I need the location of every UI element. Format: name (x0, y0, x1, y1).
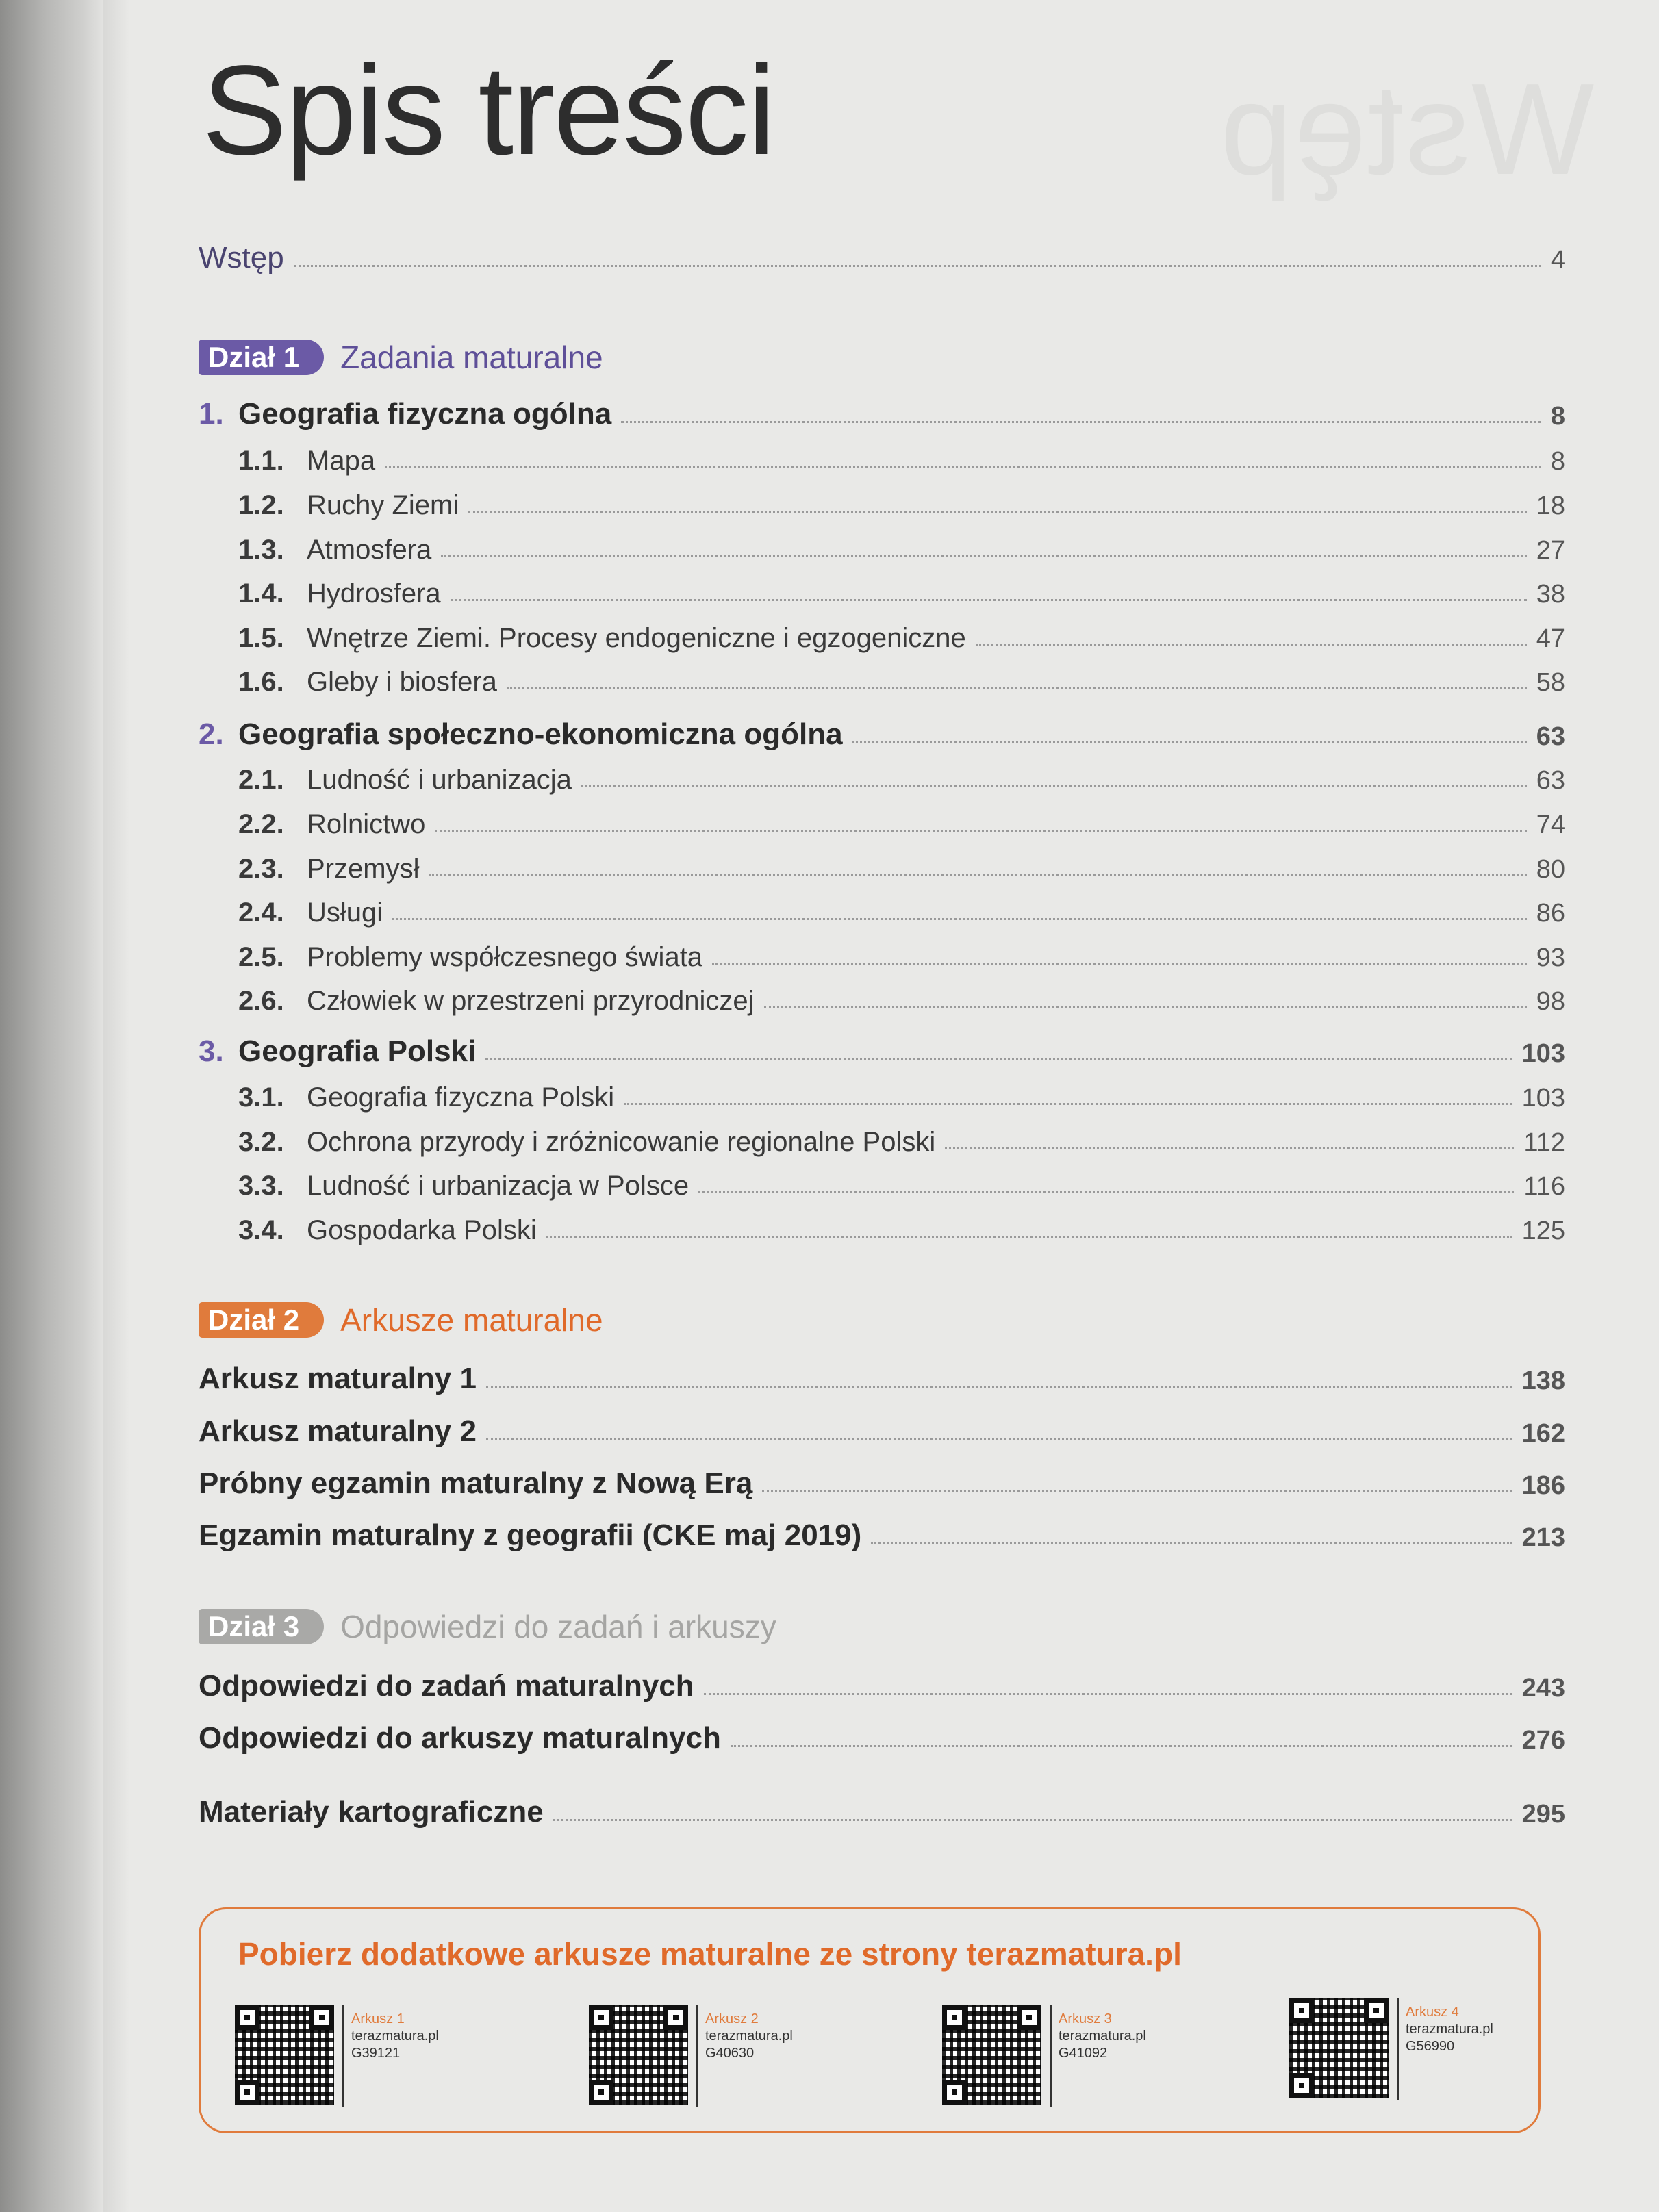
toc-page-number: 58 (1536, 668, 1565, 697)
subchapter-number: 1.5. (238, 623, 284, 653)
toc-entry-label: Próbny egzamin maturalny z Nową Erą (199, 1466, 753, 1500)
toc-entry[interactable] (199, 1405, 1565, 1449)
toc-page-number: 47 (1536, 624, 1565, 653)
toc-subchapter[interactable] (199, 1069, 1565, 1113)
dot-leader (581, 785, 1527, 787)
toc-page-number: 186 (1521, 1471, 1565, 1500)
toc-entry-label: Materiały kartograficzne (199, 1795, 544, 1829)
dot-leader (871, 1542, 1512, 1544)
dot-leader (429, 874, 1526, 876)
toc-page-number: 112 (1523, 1128, 1565, 1157)
toc-subchapter[interactable] (199, 654, 1565, 698)
toc-page-number: 103 (1521, 1084, 1565, 1113)
toc-entry-maps[interactable] (199, 1785, 1565, 1829)
toc-entry-label: Przemysł (307, 854, 420, 884)
subchapter-number: 2.3. (238, 854, 284, 884)
section-title: Arkusze maturalne (340, 1302, 603, 1338)
page-title: Spis treści (202, 40, 774, 181)
toc-page-number: 162 (1521, 1419, 1565, 1448)
dot-leader (621, 421, 1541, 423)
qr-caption (1050, 2005, 1146, 2107)
qr-code-label: G40630 (705, 2046, 755, 2061)
section-badge: Dział 2 (199, 1302, 324, 1338)
qr-arkusz-name: Arkusz 3 (1059, 2011, 1112, 2026)
dot-leader (731, 1745, 1512, 1747)
toc-entry-label: Gospodarka Polski (307, 1215, 537, 1245)
toc-entry-label: Odpowiedzi do arkuszy maturalnych (199, 1721, 721, 1755)
toc-chapter[interactable] (199, 387, 1565, 431)
toc-entry-label: Odpowiedzi do zadań maturalnych (199, 1669, 694, 1703)
subchapter-number: 2.4. (238, 898, 284, 928)
qr-arkusz-name: Arkusz 1 (351, 2011, 405, 2026)
subchapter-number: 1.2. (238, 490, 284, 520)
dot-leader (553, 1819, 1512, 1821)
chapter-number: 3. (199, 1034, 224, 1068)
toc-entry-label: Ludność i urbanizacja (307, 765, 572, 795)
toc-entry-label: Ludność i urbanizacja w Polsce (307, 1171, 689, 1201)
toc-chapter[interactable] (199, 708, 1565, 752)
toc-page-number: 18 (1536, 492, 1565, 520)
toc-subchapter[interactable] (199, 565, 1565, 609)
dot-leader (294, 265, 1541, 267)
toc-page-number: 80 (1536, 855, 1565, 884)
qr-item-arkusz-1[interactable] (235, 2005, 439, 2108)
page-edge (103, 0, 130, 2212)
qr-site: terazmatura.pl (351, 2029, 439, 2044)
toc-entry-label: Geografia fizyczna Polski (307, 1082, 615, 1113)
toc-entry-label: Ruchy Ziemi (307, 490, 459, 520)
dot-leader (976, 644, 1527, 646)
toc-page-number: 213 (1521, 1523, 1565, 1552)
toc-entry-label: Rolnictwo (307, 809, 426, 839)
toc-entry-intro[interactable] (199, 231, 1565, 275)
section-badge: Dział 1 (199, 340, 324, 375)
dot-leader (698, 1191, 1514, 1193)
dot-leader (486, 1438, 1512, 1440)
toc-subchapter[interactable] (199, 610, 1565, 654)
toc-entry-label: Geografia społeczno-ekonomiczna ogólna (238, 717, 843, 751)
toc-entry-label: Gleby i biosfera (307, 667, 497, 697)
toc-entry-label: Arkusz maturalny 2 (199, 1414, 477, 1448)
qr-site: terazmatura.pl (705, 2029, 793, 2044)
toc-entry-label: Arkusz maturalny 1 (199, 1362, 477, 1395)
toc-subchapter[interactable] (199, 433, 1565, 476)
qr-arkusz-name: Arkusz 4 (1406, 2005, 1459, 2020)
dot-leader (704, 1693, 1512, 1695)
dot-leader (762, 1490, 1512, 1492)
dot-leader (507, 687, 1527, 689)
toc-subchapter[interactable] (199, 1202, 1565, 1246)
dot-leader (486, 1386, 1512, 1388)
toc-page-number: 93 (1536, 943, 1565, 972)
chapter-number: 1. (199, 397, 224, 431)
toc-entry-label: Wnętrze Ziemi. Procesy endogeniczne i egzogeniczne (307, 623, 966, 653)
toc-page-number: 4 (1550, 246, 1565, 275)
qr-caption (1397, 1998, 1493, 2100)
qr-caption (696, 2005, 793, 2107)
toc-entry-label: Geografia Polski (238, 1034, 477, 1068)
toc-entry[interactable] (199, 1712, 1565, 1755)
toc-subchapter[interactable] (199, 477, 1565, 521)
subchapter-number: 2.5. (238, 942, 284, 972)
toc-chapter[interactable] (199, 1025, 1565, 1069)
toc-entry-label: Atmosfera (307, 535, 432, 565)
subchapter-number: 2.1. (238, 765, 284, 795)
toc-entry-label: Geografia fizyczna ogólna (238, 397, 612, 431)
dot-leader (546, 1236, 1512, 1238)
section-header-dzial-1 (199, 338, 603, 377)
subchapter-number: 3.2. (238, 1127, 284, 1157)
qr-item-arkusz-3[interactable] (942, 2005, 1146, 2108)
section-title: Odpowiedzi do zadań i arkuszy (340, 1609, 776, 1644)
qr-code-icon[interactable] (589, 2005, 688, 2105)
toc-entry-label: Problemy współczesnego świata (307, 942, 703, 972)
download-box (199, 1907, 1541, 2133)
toc-page-number: 243 (1521, 1674, 1565, 1703)
toc-subchapter[interactable] (199, 522, 1565, 565)
toc-subchapter[interactable] (199, 929, 1565, 973)
toc-page-number: 86 (1536, 899, 1565, 928)
subchapter-number: 3.3. (238, 1171, 284, 1201)
toc-entry[interactable] (199, 1509, 1565, 1553)
dot-leader (435, 830, 1526, 832)
dot-leader (485, 1058, 1512, 1060)
qr-code-label: G56990 (1406, 2039, 1455, 2054)
qr-item-arkusz-2[interactable] (589, 2005, 793, 2108)
toc-entry-label: Wstęp (199, 241, 284, 275)
chapter-number: 2. (199, 717, 224, 751)
toc-subchapter[interactable] (199, 752, 1565, 796)
toc-page-number: 63 (1536, 722, 1565, 751)
subchapter-number: 3.4. (238, 1215, 284, 1245)
qr-site: terazmatura.pl (1059, 2029, 1146, 2044)
dot-leader (624, 1103, 1512, 1105)
toc-page-number: 8 (1550, 402, 1565, 431)
download-heading: Pobierz dodatkowe arkusze maturalne ze strony terazmatura.pl (238, 1936, 1182, 1972)
dot-leader (945, 1147, 1514, 1149)
dot-leader (468, 511, 1526, 513)
show-through-text: Wstęp (1219, 57, 1595, 202)
toc-entry-label: Ochrona przyrody i zróżnicowanie regionalne Polski (307, 1127, 936, 1157)
toc-subchapter[interactable] (199, 841, 1565, 885)
toc-subchapter[interactable] (199, 885, 1565, 928)
qr-code-icon[interactable] (235, 2005, 334, 2105)
qr-code-label: G41092 (1059, 2046, 1108, 2061)
toc-subchapter[interactable] (199, 1158, 1565, 1202)
qr-code-icon[interactable] (1289, 1998, 1389, 2098)
dot-leader (852, 741, 1527, 743)
qr-code-label: G39121 (351, 2046, 401, 2061)
qr-code-icon[interactable] (942, 2005, 1041, 2105)
toc-subchapter[interactable] (199, 1114, 1565, 1158)
toc-subchapter[interactable] (199, 973, 1565, 1017)
section-header-dzial-3 (199, 1607, 776, 1646)
toc-entry[interactable] (199, 1660, 1565, 1703)
toc-page-number: 276 (1521, 1726, 1565, 1755)
toc-page-number: 63 (1536, 766, 1565, 795)
qr-item-arkusz-4[interactable] (1289, 1998, 1493, 2101)
toc-page-number: 116 (1523, 1172, 1565, 1201)
book-spine-shadow (0, 0, 103, 2212)
toc-entry-label: Egzamin maturalny z geografii (CKE maj 2019) (199, 1518, 862, 1552)
dot-leader (451, 599, 1527, 601)
toc-page-number: 74 (1536, 811, 1565, 839)
toc-page-number: 38 (1536, 580, 1565, 609)
toc-page-number: 98 (1536, 987, 1565, 1016)
qr-arkusz-name: Arkusz 2 (705, 2011, 759, 2026)
qr-site: terazmatura.pl (1406, 2022, 1493, 2037)
dot-leader (441, 555, 1526, 557)
toc-entry[interactable] (199, 1457, 1565, 1501)
subchapter-number: 1.1. (238, 446, 284, 476)
subchapter-number: 1.4. (238, 579, 284, 609)
dot-leader (764, 1006, 1527, 1008)
section-header-dzial-2 (199, 1301, 603, 1339)
toc-subchapter[interactable] (199, 796, 1565, 840)
dot-leader (392, 918, 1527, 920)
qr-caption (342, 2005, 439, 2107)
toc-entry-label: Człowiek w przestrzeni przyrodniczej (307, 986, 755, 1016)
toc-page-number: 138 (1521, 1366, 1565, 1395)
dot-leader (712, 963, 1527, 965)
toc-page-number: 103 (1521, 1039, 1565, 1068)
subchapter-number: 1.6. (238, 667, 284, 697)
toc-entry-label: Mapa (307, 446, 376, 476)
toc-entry-label: Usługi (307, 898, 383, 928)
toc-page-number: 295 (1521, 1800, 1565, 1829)
section-badge: Dział 3 (199, 1609, 324, 1644)
subchapter-number: 2.6. (238, 986, 284, 1016)
section-title: Zadania maturalne (340, 340, 603, 375)
subchapter-number: 2.2. (238, 809, 284, 839)
toc-page-number: 125 (1521, 1217, 1565, 1245)
toc-page-number: 8 (1550, 447, 1565, 476)
subchapter-number: 3.1. (238, 1082, 284, 1113)
toc-entry-label: Hydrosfera (307, 579, 441, 609)
dot-leader (385, 466, 1541, 468)
toc-page-number: 27 (1536, 536, 1565, 565)
toc-entry[interactable] (199, 1352, 1565, 1396)
subchapter-number: 1.3. (238, 535, 284, 565)
